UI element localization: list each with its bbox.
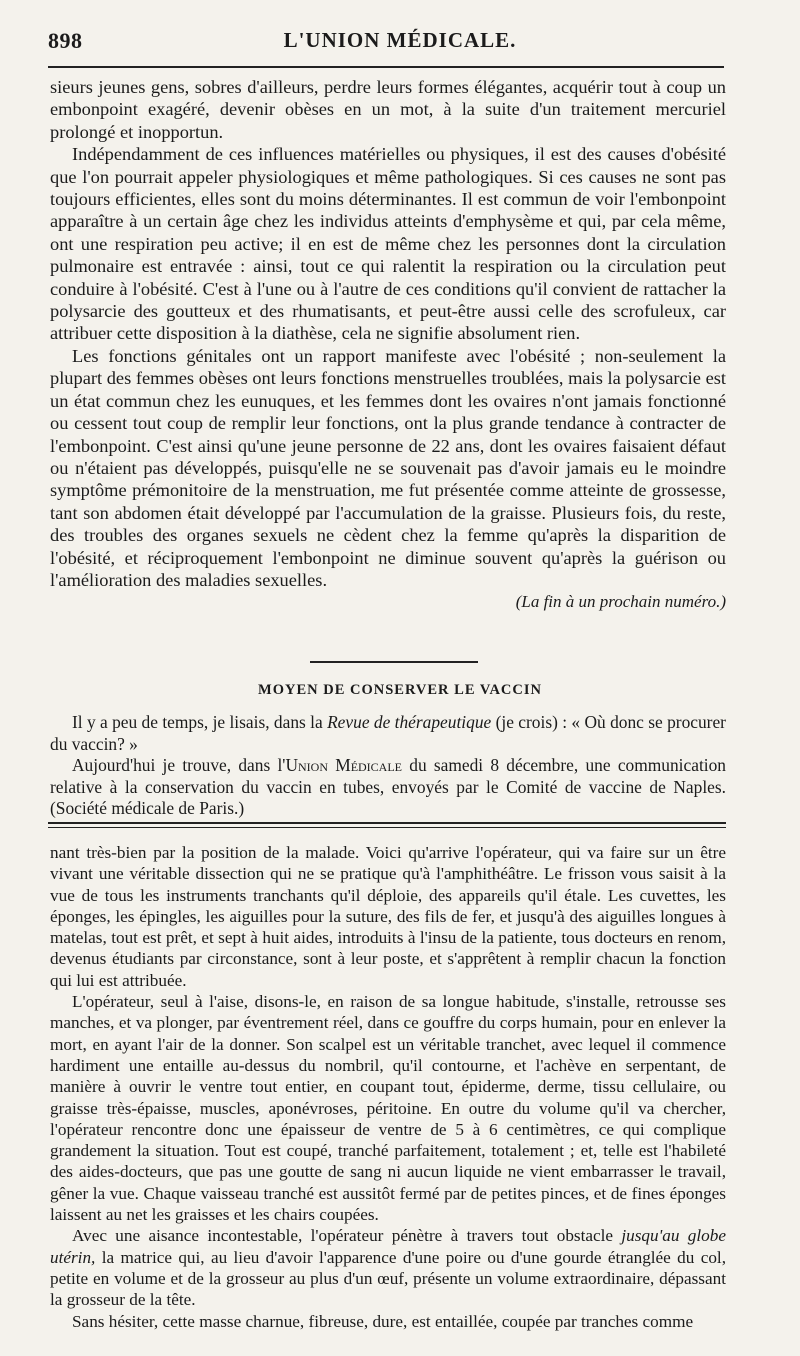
running-title: L'UNION MÉDICALE. <box>283 28 517 52</box>
page-number: 898 <box>48 28 83 53</box>
text-run: la matrice qui, au lieu d'avoir l'apparence d'une poire ou d'une gourde étranglée du col, petite en volume et de la grosseur au plus d'un œuf, présente un volume extraordinaire, dépassant la grosseur de la tête. <box>50 1247 726 1310</box>
feuilleton-rule <box>48 827 726 828</box>
section-divider <box>310 661 478 663</box>
article-body <box>50 76 726 614</box>
text-run: Avec une aisance incontestable, l'opérateur pénètre à travers tout obstacle <box>72 1226 622 1246</box>
feuilleton-paragraph: L'opérateur, seul à l'aise, disons-le, en raison de sa longue habitude, s'installe, retrousse ses manches, et va plonger, par éventrement réel, dans ce gouffre du corps humain, pour en enlever la mort, en ayant l'air de la donner. Son scalpel est un véritable tranchet, avec lequel il commence hardiment une entaille au-dessus du nombril, qu'il contourne, et l'achève en serpentant, de manière à ouvrir le ventre tout entier, en coupant tout, épiderme, derme, tissu cellulaire, ou graisse très-épaisse, muscles, aponévroses, péritoine. En outre du volume qu'il va chercher, l'opérateur rencontre donc une épaisseur de ventre de 5 à 6 centimètres, ce qui complique grandement la situation. Tout est coupé, tranché parfaitement, totalement ; et, telle est l'habileté des aides-docteurs, que pas une goutte de sang ni aucun liquide ne vient embarrasser le travail, gêner la vue. Chaque vaisseau tranché est aussitôt fermé par de petites pinces, et de fines éponges laissent au net les graisses et les chairs coupées. <box>50 992 726 1225</box>
vaccin-paragraph <box>50 755 726 820</box>
vaccin-section-body <box>50 712 726 820</box>
text-run: (je crois) : « Où donc se procurer du vaccin? » <box>50 712 726 754</box>
page-header <box>0 22 800 62</box>
feuilleton-paragraph <box>50 1225 726 1310</box>
text-run: Il y a peu de temps, je lisais, dans la <box>72 712 328 732</box>
feuilleton-paragraph: nant très-bien par la position de la malade. Voici qu'arrive l'opérateur, qui va faire sur un être vivant une véritable dissection qui ne se pratique qu'à l'amphithéâtre. Le frisson vous saisit à la vue de tous les instruments tranchants qu'il déploie, des appareils qu'il étale. Les cuvettes, les éponges, les épingles, les aiguilles pour la suture, des fils de fer, et jusqu'à des aiguilles longues à matelas, tout est prêt, et sept à huit aides, introduits à l'insu de la patiente, tous docteurs en renom, devenus étudiants par circonstance, sont à leur poste, et s'apprêtent à remplir chacun la fonction qui lui est attribuée. <box>50 843 726 990</box>
article-paragraph: Les fonctions génitales ont un rapport manifeste avec l'obésité ; non-seulement la plupart des femmes obèses ont leurs fonctions menstruelles troublées, mais la polysarcie est un état commun chez les eunuques, et les femmes dont les ovaires n'ont jamais fonctionné ou cessent tout coup de remplir leur fonctions, ont la plus grande tendance à contracter de l'embonpoint. C'est ainsi qu'une jeune personne de 22 ans, dont les ovaires faisaient défaut ou n'étaient pas développés, puisqu'elle ne se souvenait pas d'avoir jamais eu le moindre symptôme prémonitoire de la menstruation, me fut présentée comme atteinte de grossesse, tant son abdomen était développé par l'accumulation de la graisse. Plusieurs fois, du reste, des troubles des organes sexuels ne cèdent chez la femme qu'après la disparition de l'obésité, et réciproquement l'embonpoint ne diminue souvent qu'après la guérison ou l'amélioration des maladies sexuelles. <box>50 345 726 590</box>
journal-title: Union Médicale <box>285 755 403 775</box>
article-paragraph: Indépendamment de ces influences matérielles ou physiques, il est des causes d'obésité que l'on pourrait appeler physiologiques et même pathologiques. Si ces causes ne sont pas toujours efficientes, elles sont du moins déterminantes. Il est commun de voir l'embonpoint apparaître à un certain âge chez les individus atteints d'emphysème et qui, par cela même, ont une respiration peu active; il en est de même chez les personnes dont la circulation pulmonaire est entravée : ainsi, tout ce qui ralentit la respiration ou la circulation peut conduire à l'obésité. C'est à l'une ou à l'autre de ces conditions qu'il convient de rattacher la polysarcie des goutteux et des rhumatisants, et peut-être aussi celle des scrofuleux, car attribuer cette disposition à la diathèse, cela ne signifie absolument rien. <box>50 144 726 344</box>
article-paragraph: sieurs jeunes gens, sobres d'ailleurs, perdre leurs formes élégantes, acquérir tout à coup un embonpoint exagéré, devenir obèses en un mot, à la suite d'un traitement mercuriel prolongé et inopportun. <box>50 77 726 142</box>
feuilleton-paragraph: Sans hésiter, cette masse charnue, fibreuse, dure, est entaillée, coupée par tranches comme <box>72 1311 694 1331</box>
text-run: du samedi 8 décembre, une communication relative à la conservation du vaccin en tubes, envoyés par le Comité de vaccine de Naples. (Société médicale de Paris.) <box>50 755 726 818</box>
journal-title: Revue de thérapeutique <box>327 712 492 732</box>
vaccin-paragraph <box>50 712 726 755</box>
section-heading: MOYEN DE CONSERVER LE VACCIN <box>258 682 542 698</box>
emphasis: jusqu'au globe utérin, <box>50 1226 726 1267</box>
feuilleton-rule <box>48 822 726 824</box>
continuation-note: (La fin à un prochain numéro.) <box>515 592 726 612</box>
header-rule <box>48 66 724 68</box>
text-run: Aujourd'hui je trouve, dans l' <box>72 755 286 775</box>
feuilleton-body <box>50 842 726 1332</box>
